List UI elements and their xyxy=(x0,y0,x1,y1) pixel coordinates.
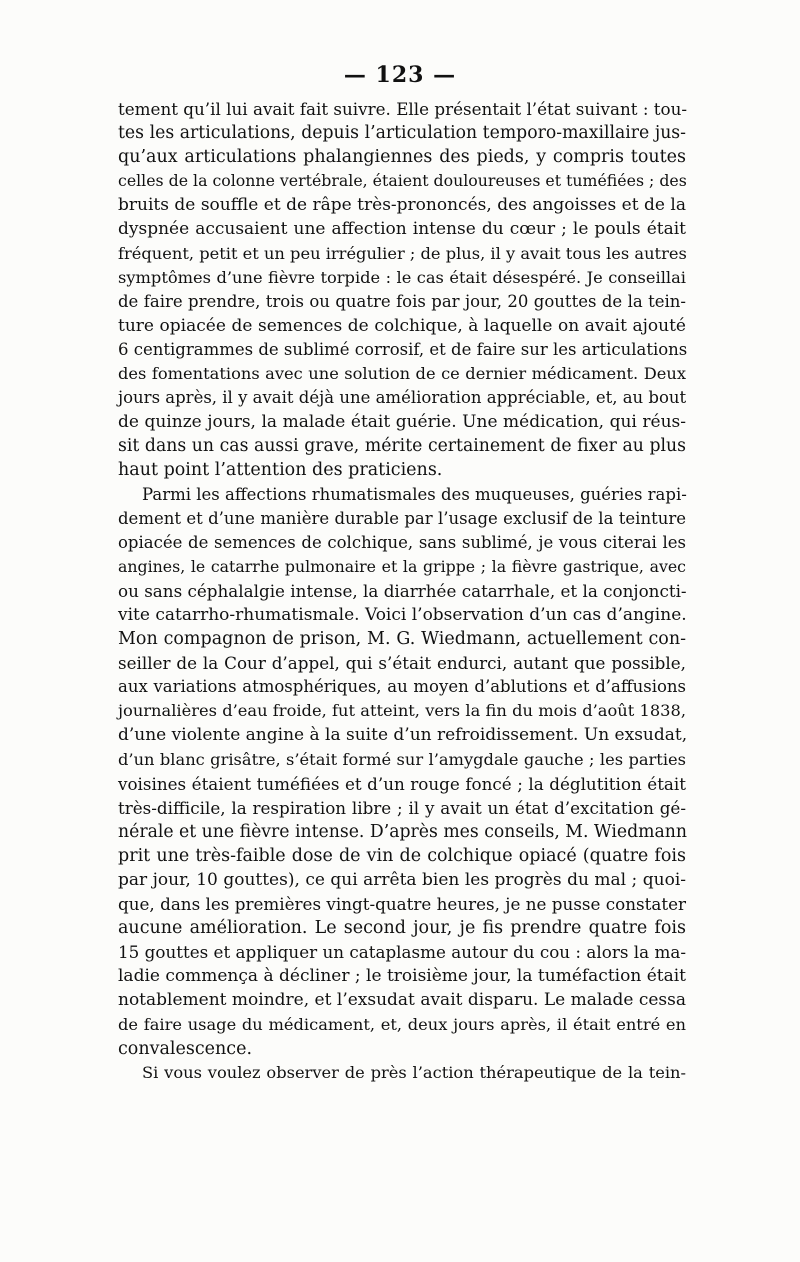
text-line: Si vous voulez observer de près l’action thérapeutique de la tein- xyxy=(142,1062,686,1082)
text-line: journalières d’eau froide, fut atteint, vers la fin du mois d’août 1838, xyxy=(118,701,686,721)
text-line: d’un blanc grisâtre, s’était formé sur l’amygdale gauche ; les parties xyxy=(118,749,686,769)
text-line: voisines étaient tuméfiées et d’un rouge foncé ; la déglutition était xyxy=(118,773,686,794)
text-line: fréquent, petit et un peu irrégulier ; de plus, il y avait tous les autres xyxy=(118,243,687,263)
text-line: tes les articulations, depuis l’articulation temporo-maxillaire jus- xyxy=(118,123,686,144)
text-line: ou sans céphalalgie intense, la diarrhée catarrhale, et la conjoncti- xyxy=(118,580,687,601)
text-line: des fomentations avec une solution de ce dernier médicament. Deux xyxy=(118,364,686,384)
text-line: seiller de la Cour d’appel, qui s’était endurci, autant que possible, xyxy=(118,653,686,674)
text-line: aucune amélioration. Le second jour, je fis prendre quatre fois xyxy=(118,918,686,939)
text-line: aux variations atmosphériques, au moyen d’ablutions et d’affusions xyxy=(118,677,686,697)
text-line: dement et d’une manière durable par l’usage exclusif de la teinture xyxy=(118,508,686,528)
text-line: dyspnée accusaient une affection intense du cœur ; le pouls était xyxy=(118,219,686,240)
text-line: angines, le catarrhe pulmonaire et la grippe ; la fièvre gastrique, avec xyxy=(118,556,686,576)
text-line: jours après, il y avait déjà une amélioration appréciable, et, au bout xyxy=(118,388,687,408)
text-line: symptômes d’une fièvre torpide : le cas était désespéré. Je conseillai xyxy=(118,267,686,287)
text-line: nérale et une fièvre intense. D’après mes conseils, M. Wiedmann xyxy=(118,821,687,842)
text-line: convalescence. xyxy=(118,1038,253,1059)
page-number: — 123 — xyxy=(343,62,457,88)
text-line: de faire prendre, trois ou quatre fois par jour, 20 gouttes de la tein- xyxy=(118,291,686,311)
text-line: celles de la colonne vertébrale, étaient douloureuses et tuméfiées ; des xyxy=(118,171,687,191)
body-text xyxy=(118,97,686,1085)
text-line: tement qu’il lui avait fait suivre. Elle présentait l’état suivant : tou- xyxy=(118,99,688,119)
text-line: qu’aux articulations phalangiennes des pieds, y compris toutes xyxy=(118,147,686,168)
text-line: que, dans les premières vingt-quatre heures, je ne pusse constater xyxy=(118,894,686,915)
text-line: par jour, 10 gouttes), ce qui arrêta bien les progrès du mal ; quoi- xyxy=(118,870,686,890)
text-line: opiacée de semences de colchique, sans sublimé, je vous citerai les xyxy=(118,532,686,552)
text-line: 15 gouttes et appliquer un cataplasme autour du cou : alors la ma- xyxy=(118,942,686,963)
text-line: prit une très-faible dose de vin de colchique opiacé (quatre fois xyxy=(118,845,686,866)
text-line: ture opiacée de semences de colchique, à laquelle on avait ajouté xyxy=(118,315,686,336)
text-line: haut point l’attention des praticiens. xyxy=(118,460,443,481)
text-line: 6 centigrammes de sublimé corrosif, et de faire sur les articulations xyxy=(118,339,688,359)
text-line: bruits de souffle et de râpe très-prononcés, des angoisses et de la xyxy=(118,195,686,216)
text-line: Mon compagnon de prison, M. G. Wiedmann, actuellement con- xyxy=(118,629,686,650)
text-line: Parmi les affections rhumatismales des muqueuses, guéries rapi- xyxy=(142,484,687,504)
text-line: très-difficile, la respiration libre ; il y avait un état d’excitation gé- xyxy=(118,797,686,818)
text-line: d’une violente angine à la suite d’un refroidissement. Un exsudat, xyxy=(118,725,688,746)
text-line: de faire usage du médicament, et, deux jours après, il était entré en xyxy=(118,1014,686,1034)
text-line: vite catarrho-rhumatismale. Voici l’observation d’un cas d’angine. xyxy=(118,604,687,625)
text-line: de quinze jours, la malade était guérie. Une médication, qui réus- xyxy=(118,412,686,433)
text-line: notablement moindre, et l’exsudat avait disparu. Le malade cessa xyxy=(118,990,686,1011)
text-line: sit dans un cas aussi grave, mérite certainement de fixer au plus xyxy=(118,436,686,457)
text-line: ladie commença à décliner ; le troisième jour, la tuméfaction était xyxy=(118,966,686,987)
